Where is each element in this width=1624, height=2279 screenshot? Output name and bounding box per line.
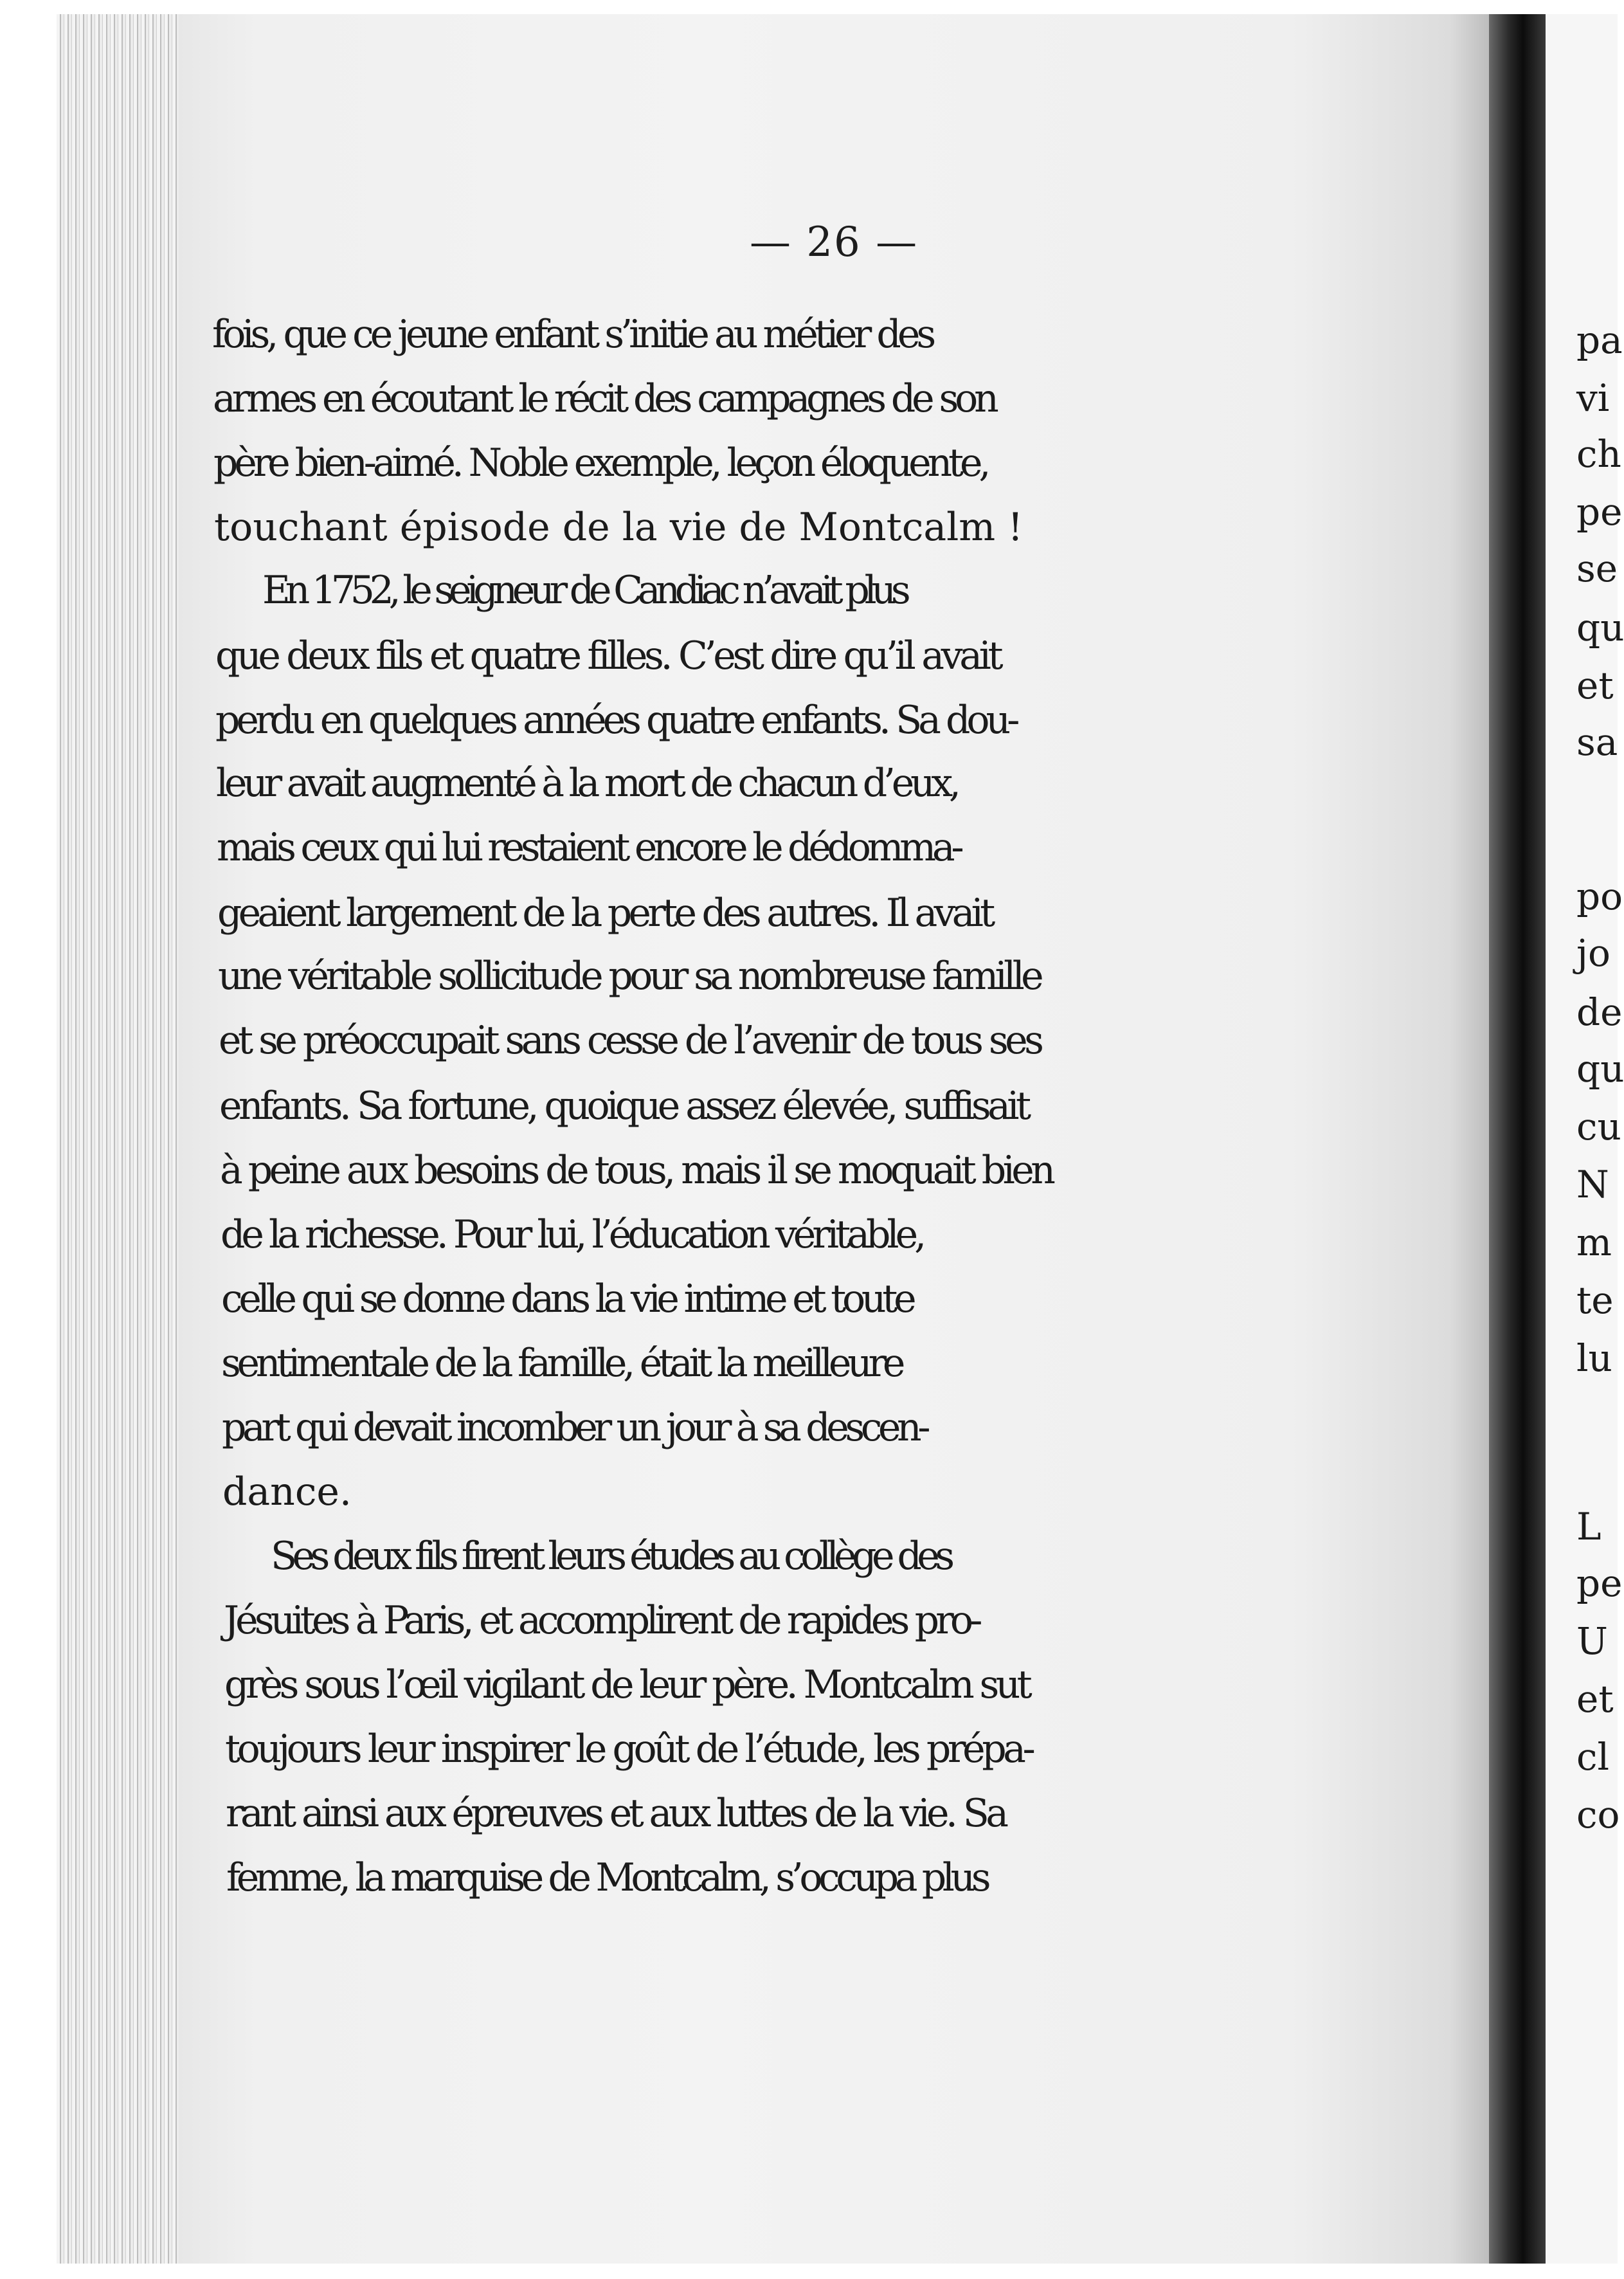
facing-line-fragment: cu	[1576, 1105, 1621, 1149]
facing-line-fragment: po	[1576, 875, 1623, 918]
page-stack-edges	[57, 14, 179, 2264]
text-line: perdu en quelques années quatre enfants. Sa dou-	[215, 698, 1016, 743]
book-page	[179, 14, 1489, 2264]
facing-line-fragment: co	[1576, 1793, 1620, 1837]
facing-line-fragment: vi	[1576, 376, 1610, 420]
scan-bottom-margin	[0, 2264, 1618, 2279]
text-line: mais ceux qui lui restaient encore le dédomma-	[217, 825, 961, 870]
text-line: de la richesse. Pour lui, l’éducation véritable,	[221, 1212, 923, 1257]
text-line: femme, la marquise de Montcalm, s’occupa plus	[226, 1855, 988, 1900]
scan-top-margin	[0, 0, 1618, 14]
facing-line-fragment: te	[1576, 1278, 1614, 1322]
text-line: geaient largement de la perte des autres. Il avait	[217, 891, 992, 936]
facing-line-fragment: cl	[1576, 1735, 1610, 1779]
scan-left-margin	[0, 0, 57, 2279]
text-line: touchant épisode de la vie de Montcalm !	[214, 505, 1024, 550]
text-line: part qui devait incomber un jour à sa descen-	[222, 1405, 927, 1450]
facing-line-fragment: qu	[1576, 1047, 1624, 1091]
text-line: enfants. Sa fortune, quoique assez élevée, suffisait	[219, 1084, 1028, 1129]
facing-line-fragment: L	[1576, 1505, 1601, 1548]
facing-line-fragment: m	[1576, 1221, 1612, 1264]
text-line: père bien-aimé. Noble exemple, leçon éloquente,	[213, 440, 988, 486]
text-line: Ses deux fils firent leurs études au collège des	[271, 1534, 950, 1579]
facing-line-fragment: qu	[1576, 606, 1624, 649]
facing-line-fragment: et	[1576, 664, 1614, 707]
text-line: grès sous l’œil vigilant de leur père. Montcalm sut	[224, 1662, 1029, 1707]
text-line: En 1752, le seigneur de Candiac n’avait plus	[262, 568, 906, 613]
text-line: toujours leur inspirer le goût de l’étude, les prépa-	[225, 1727, 1033, 1772]
facing-line-fragment: se	[1576, 547, 1618, 590]
facing-line-fragment: jo	[1576, 931, 1610, 975]
text-line: rant ainsi aux épreuves et aux luttes de la vie. Sa	[226, 1791, 1006, 1836]
facing-page-edge	[1546, 14, 1624, 2264]
facing-line-fragment: et	[1576, 1677, 1614, 1721]
facing-line-fragment: U	[1576, 1619, 1608, 1663]
text-line: celle qui se donne dans la vie intime et toute	[221, 1276, 913, 1321]
text-line: fois, que ce jeune enfant s’initie au métier des	[212, 312, 933, 357]
text-line: et se préoccupait sans cesse de l’avenir de tous ses	[219, 1018, 1041, 1063]
facing-line-fragment: de	[1576, 990, 1623, 1034]
text-line: que deux fils et quatre filles. C’est dire qu’il avait	[215, 633, 1000, 678]
page-number: — 26 —	[749, 219, 919, 266]
facing-line-fragment: sa	[1576, 720, 1618, 764]
book-gutter	[1489, 14, 1546, 2264]
facing-line-fragment: pe	[1576, 1561, 1623, 1605]
facing-line-fragment: pe	[1576, 490, 1623, 534]
text-line: à peine aux besoins de tous, mais il se moquait bien	[220, 1148, 1052, 1193]
text-line: dance.	[222, 1469, 352, 1514]
facing-line-fragment: N	[1576, 1163, 1609, 1206]
text-line: une véritable sollicitude pour sa nombreuse famille	[218, 954, 1041, 999]
facing-line-fragment: pa	[1576, 318, 1623, 362]
facing-line-fragment: ch	[1576, 432, 1621, 476]
text-line: leur avait augmenté à la mort de chacun d’eux,	[216, 761, 957, 806]
text-line: sentimentale de la famille, était la meilleure	[221, 1341, 902, 1386]
text-line: Jésuites à Paris, et accomplirent de rapides pro-	[224, 1598, 979, 1643]
facing-line-fragment: lu	[1576, 1336, 1612, 1380]
text-line: armes en écoutant le récit des campagnes de son	[213, 376, 995, 421]
